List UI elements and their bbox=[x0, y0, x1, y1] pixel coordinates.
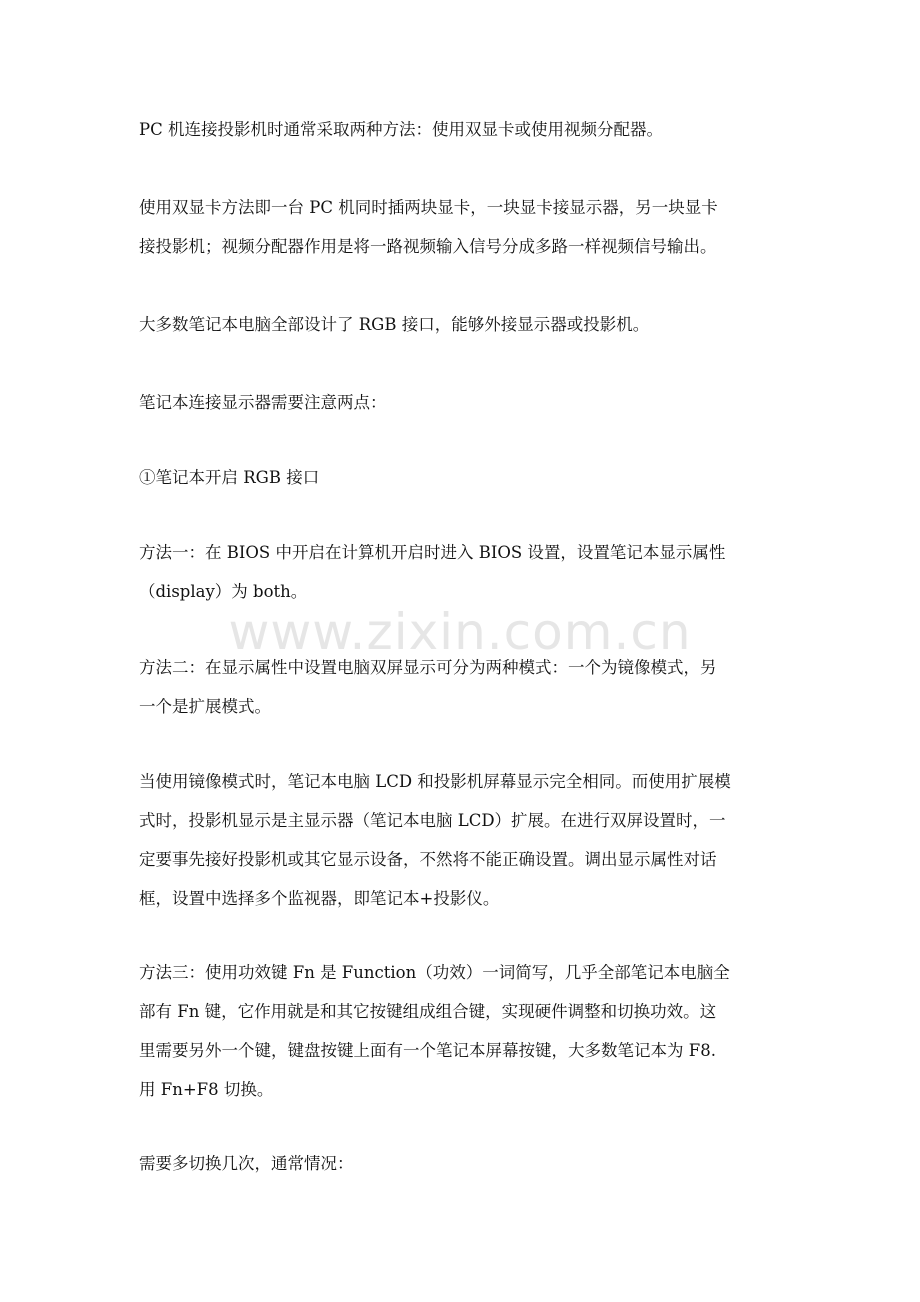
text-line: 框，设置中选择多个监视器，即笔记本+投影仪。 bbox=[139, 889, 500, 908]
text-line: ①笔记本开启 RGB 接口 bbox=[139, 468, 320, 487]
text-line: 部有 Fn 键，它作用就是和其它按键组成组合键，实现硬件调整和切换功效。这 bbox=[139, 1002, 717, 1021]
text-line: 式时，投影机显示是主显示器（笔记本电脑 LCD）扩展。在进行双屏设置时，一 bbox=[139, 811, 726, 830]
watermark-text: www.zixin.com.cn bbox=[228, 603, 692, 661]
paragraph-8 bbox=[139, 762, 799, 918]
text-line: 当使用镜像模式时，笔记本电脑 LCD 和投影机屏幕显示完全相同。而使用扩展模 bbox=[139, 772, 731, 791]
text-line: 方法二：在显示属性中设置电脑双屏显示可分为两种模式：一个为镜像模式，另 bbox=[139, 658, 717, 677]
paragraph-7 bbox=[139, 648, 799, 726]
text-line: 需要多切换几次，通常情况： bbox=[139, 1154, 354, 1173]
paragraph-3 bbox=[139, 305, 799, 344]
text-line: PC 机连接投影机时通常采取两种方法：使用双显卡或使用视频分配器。 bbox=[139, 120, 663, 139]
paragraph-10 bbox=[139, 1144, 799, 1183]
paragraph-5 bbox=[139, 458, 799, 497]
paragraph-1 bbox=[139, 110, 799, 149]
text-line: 用 Fn+F8 切换。 bbox=[139, 1080, 274, 1099]
text-line: 接投影机；视频分配器作用是将一路视频输入信号分成多路一样视频信号输出。 bbox=[139, 237, 717, 256]
text-line: 定要事先接好投影机或其它显示设备，不然将不能正确设置。调出显示属性对话 bbox=[139, 850, 717, 869]
text-line: 里需要另外一个键，键盘按键上面有一个笔记本屏幕按键，大多数笔记本为 F8. bbox=[139, 1041, 716, 1060]
paragraph-9 bbox=[139, 953, 799, 1109]
text-line: 一个是扩展模式。 bbox=[139, 697, 271, 716]
paragraph-4 bbox=[139, 383, 799, 422]
text-line: （display）为 both。 bbox=[139, 582, 308, 601]
paragraph-6 bbox=[139, 533, 799, 611]
text-line: 大多数笔记本电脑全部设计了 RGB 接口，能够外接显示器或投影机。 bbox=[139, 315, 650, 334]
paragraph-2 bbox=[139, 188, 799, 266]
text-line: 笔记本连接显示器需要注意两点： bbox=[139, 393, 387, 412]
text-line: 方法一：在 BIOS 中开启在计算机开启时进入 BIOS 设置，设置笔记本显示属性 bbox=[139, 543, 726, 562]
text-line: 使用双显卡方法即一台 PC 机同时插两块显卡，一块显卡接显示器，另一块显卡 bbox=[139, 198, 718, 217]
text-line: 方法三：使用功效键 Fn 是 Function（功效）一词简写，几乎全部笔记本电脑全 bbox=[139, 963, 730, 982]
